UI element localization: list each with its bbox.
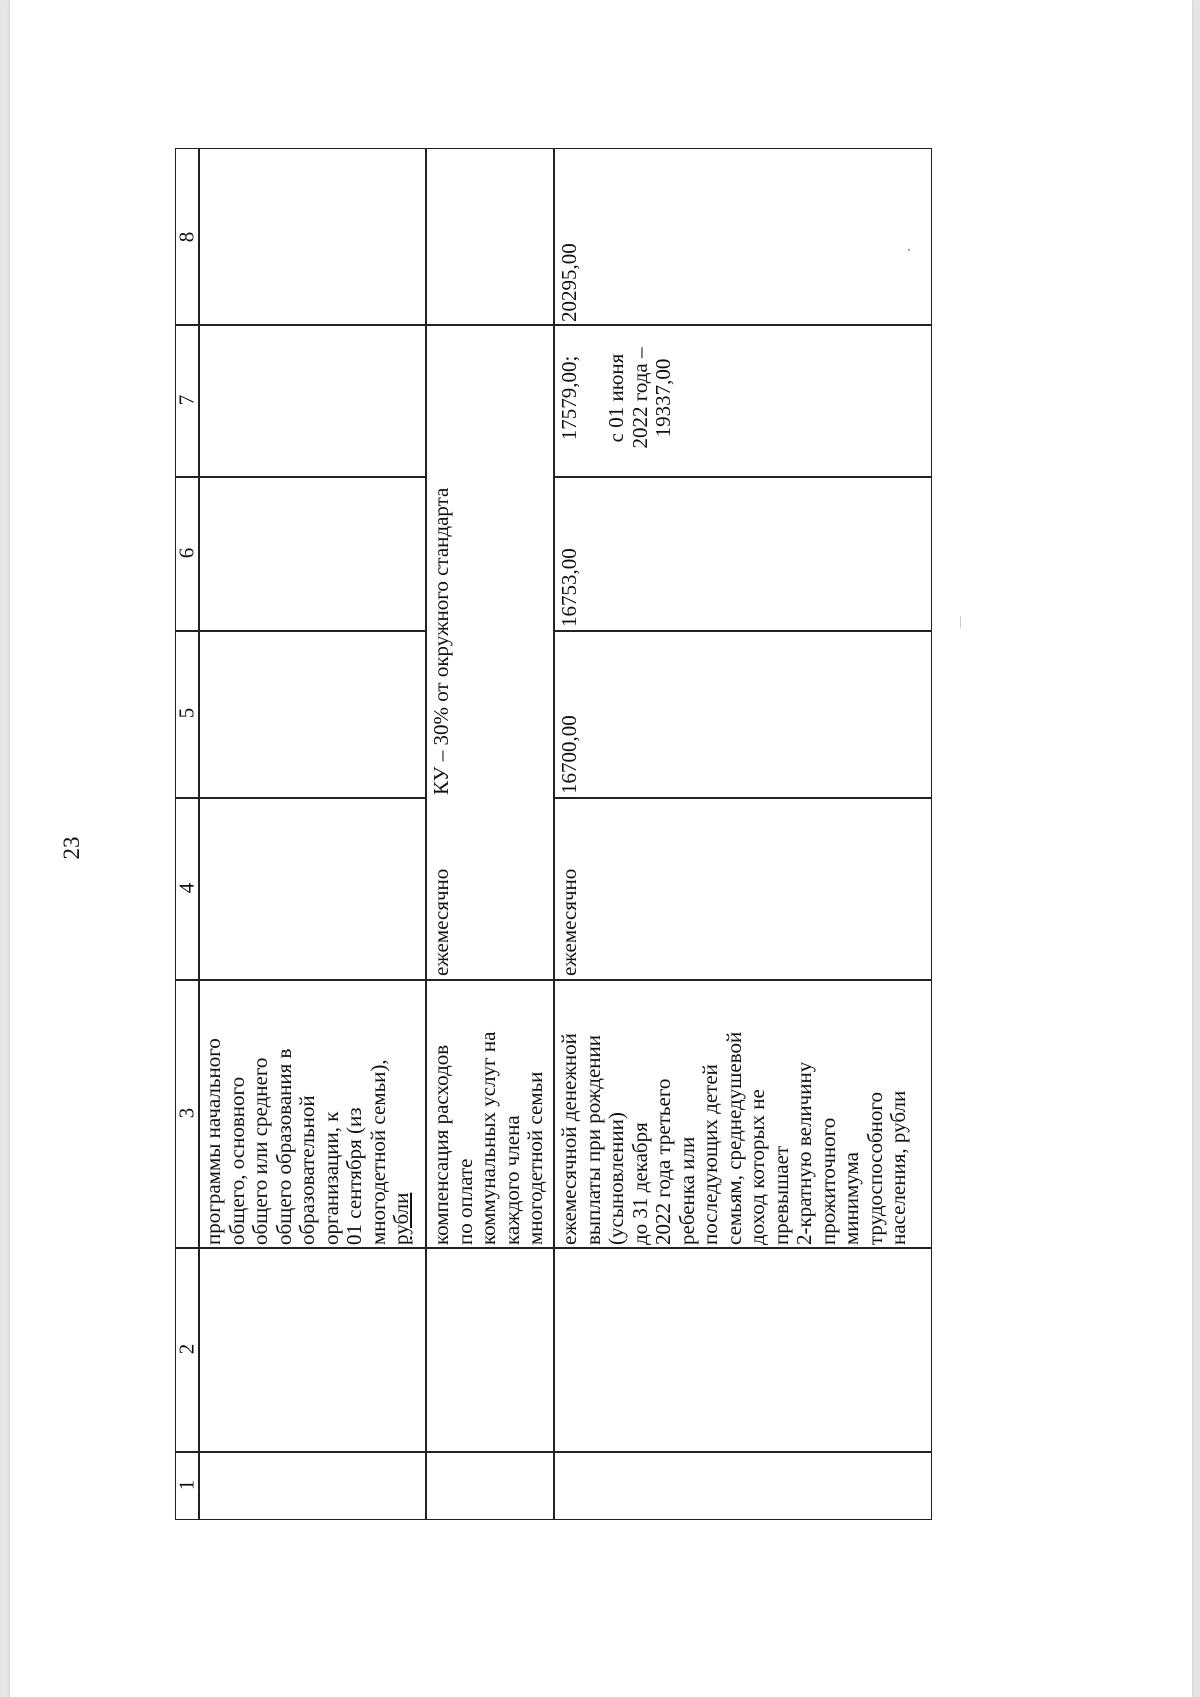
document-page [10,0,1192,1697]
row-border-1 [425,149,427,1519]
row1-desc-line: 01 сентября (из [342,1107,366,1245]
row3-col7-line: с 01 июня [604,353,628,443]
row2-frequency: ежемесячно [429,868,453,976]
header-col-7: 7 [174,394,199,406]
col-border-5-4b [553,797,931,799]
row2-desc-line: по оплате [452,1158,477,1245]
row3-desc-line: до 31 декабря [627,1122,652,1245]
row1-desc-line: многодетной семьи), [365,1059,390,1245]
page-number: 23 [59,836,84,860]
row1-desc-line: общего, основного [224,1076,249,1245]
col-border-8-7 [176,324,931,326]
row3-desc-line: семьям, среднедушевой [721,1031,746,1245]
row-border-2 [553,149,555,1519]
col-border-7-6b [553,476,931,478]
col-border-7-6 [176,476,425,478]
row1-desc-line: общего образования в [271,1048,296,1245]
row3-col7-blank [582,322,606,474]
row3-col7-line: 19337,00 [651,358,675,438]
row1-desc-line: общего или среднего [248,1057,272,1245]
row3-col7-line: 17579,00; [557,355,581,441]
row3-desc-line: трудоспособного [862,1092,887,1245]
col-border-6-5 [176,630,425,632]
row2-desc-line: компенсация расходов [429,1044,453,1245]
row3-description [558,1032,911,1245]
header-col-3: 3 [174,1107,199,1119]
header-col-6: 6 [174,547,199,559]
row3-desc-line: превышает [768,1145,793,1245]
header-col-8: 8 [174,231,199,243]
row3-desc-line: ежемесячной денежной [557,1033,581,1245]
row3-desc-line: 2-кратную величину [792,1061,816,1245]
col-border-2-1 [176,1451,931,1453]
col-border-6-5b [553,630,931,632]
row3-col6-value: 16753,00 [557,548,581,627]
scan-speck [908,249,910,251]
row3-col8-value: 20295,00 [557,243,581,322]
row3-desc-line: доход которых не [745,1089,769,1245]
row2-desc-line: многодетной семьи [523,1071,547,1245]
row2-desc-line: каждого члена [499,1115,524,1245]
data-table [175,148,932,1520]
col-border-3-2 [176,1247,931,1249]
col-border-4-3 [176,979,931,981]
header-col-4: 4 [174,882,199,894]
row1-desc-line: программы начального [201,1038,225,1245]
header-col-2: 2 [174,1343,199,1355]
header-col-5: 5 [174,707,199,719]
row3-desc-line: ребенка или [674,1136,699,1245]
scan-mark [960,616,961,628]
header-col-1: 1 [174,1479,199,1491]
row1-desc-line: рубли [389,1192,413,1245]
row3-desc-line: минимума [839,1152,863,1245]
row3-desc-line: 2022 года третьего [651,1078,675,1245]
row1-desc-line: организации, к [318,1111,343,1245]
row2-merged-value: КУ – 30% от окружного стандарта [429,487,453,795]
col-border-5-4 [176,797,425,799]
row3-desc-line: последующих детей [698,1064,722,1245]
row3-desc-line: (усыновлении) [604,1112,628,1245]
row3-col7-line: 2022 года – [627,347,652,449]
row3-col7-value [558,322,676,474]
row1-description [202,1038,414,1245]
row2-desc-line: коммунальных услуг на [476,1031,500,1245]
row3-desc-line: прожиточного [815,1117,840,1245]
row3-desc-line: населения, рубли [886,1090,910,1245]
row2-description [430,1032,548,1245]
row3-col5-value: 16700,00 [557,715,581,794]
header-row-border [198,149,200,1519]
row3-desc-line: выплаты при рождении [580,1035,605,1245]
row1-desc-line: образовательной [295,1095,319,1245]
row3-frequency: ежемесячно [557,868,581,976]
